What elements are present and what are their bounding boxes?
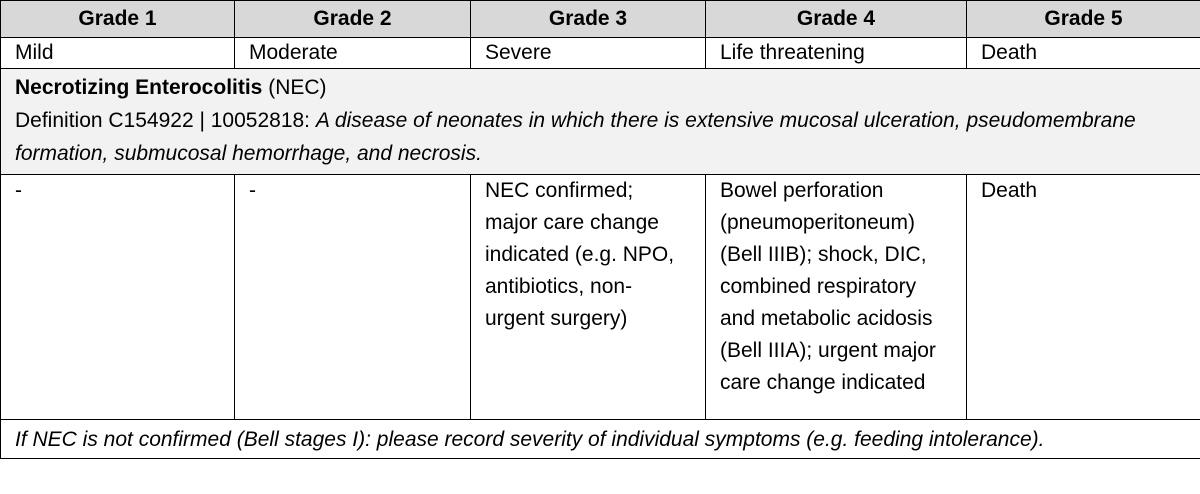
definition-text: A disease of neonates in which there is extensive mucosal ulceration, pseudomembrane formation, submucosal hemorrhage, and necrosis.	[15, 109, 1136, 165]
footnote-row	[1, 420, 1200, 459]
term-row	[1, 69, 1200, 175]
term-definition	[15, 104, 1186, 170]
grade-2-header: Grade 2	[235, 1, 471, 38]
severity-row	[1, 38, 1200, 69]
criteria-grade-5: Death	[967, 175, 1200, 420]
grade-4-header: Grade 4	[706, 1, 967, 38]
grade-header-row	[1, 1, 1200, 38]
term-abbreviation: (NEC)	[268, 76, 327, 99]
criteria-grade-3: NEC confirmed; major care change indicated (e.g. NPO, antibiotics, non-urgent surgery)	[471, 175, 706, 420]
grade-1-header: Grade 1	[1, 1, 235, 38]
severity-grade-1: Mild	[1, 38, 235, 69]
severity-grade-3: Severe	[471, 38, 706, 69]
severity-grade-2: Moderate	[235, 38, 471, 69]
criteria-grade-4: Bowel perforation (pneumoperitoneum) (Bell IIIB); shock, DIC, combined respiratory and metabolic acidosis (Bell IIIA); urgent major care change indicated	[706, 175, 967, 420]
term-cell	[1, 69, 1200, 175]
criteria-row	[1, 175, 1200, 420]
criteria-grade-1: -	[1, 175, 235, 420]
severity-grade-4: Life threatening	[706, 38, 967, 69]
term-name: Necrotizing Enterocolitis	[15, 76, 263, 99]
definition-prefix: Definition C154922 | 10052818:	[15, 109, 311, 132]
criteria-grade-2: -	[235, 175, 471, 420]
severity-grade-5: Death	[967, 38, 1200, 69]
footnote: If NEC is not confirmed (Bell stages I): please record severity of individual symptoms (e.g. feeding intolerance).	[1, 420, 1200, 459]
term-title	[15, 71, 1186, 104]
grade-3-header: Grade 3	[471, 1, 706, 38]
grade-5-header: Grade 5	[967, 1, 1200, 38]
